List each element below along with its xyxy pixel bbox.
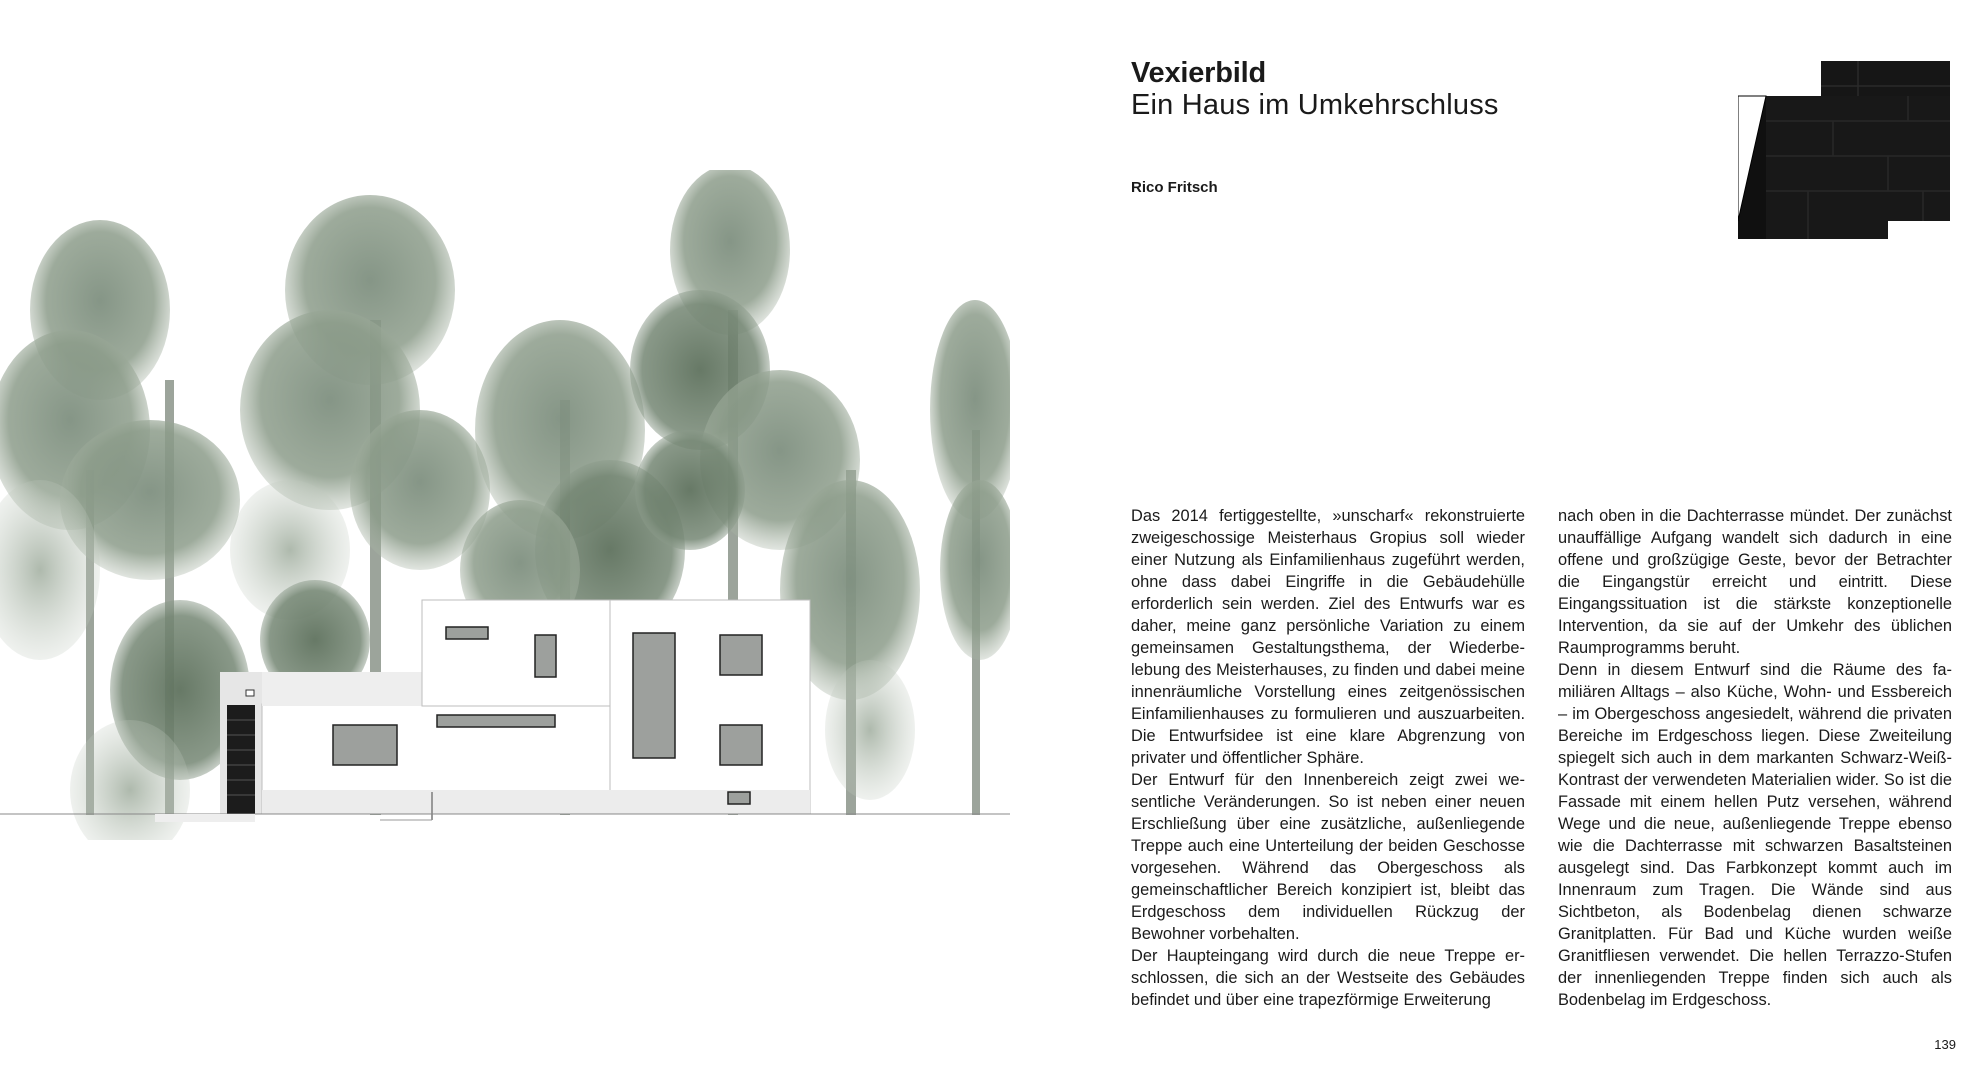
body-column-2 — [1558, 505, 1952, 1011]
paragraph: Der Haupteingang wird durch die neue Treppe erschlossen, die sich an der Westseite des Gebäudes befindet und über eine trapezförmige Erweiterung — [1131, 947, 1525, 1009]
paragraph: Das 2014 fertiggestellte, »unscharf« rekonstruierte zweigeschossige Meisterhaus Gropius soll wieder einer Nutzung als Einfamilienhaus zugeführt werden, ohne dass dabei Eingriffe in die Gebäudehülle erforderlich sein werden. Ziel des Entwurfs war es daher, meine ganz persönliche Variation zu einem gemeinsamen Gestaltungsthema, der Wiederbelebung des Meisterhauses, zu finden und dabei meine innenräumliche Vorstellung eines zeitgenössischen Einfamilienhauses zu formulieren und auszuarbeiten. Die Entwurfsidee ist eine klare Abgrenzung von privater und öffentlicher Sphäre. — [1131, 507, 1525, 767]
article-subtitle: Ein Haus im Umkehrschluss — [1131, 89, 1499, 121]
paragraph: nach oben in die Dachterrasse mündet. Der zunächst unauffällige Aufgang wandelt sich dadurch in eine offene und großzügige Geste, bevor der Betrachter die Eingangstür erreicht und eintritt. Diese Eingangssituation ist die stärkste konzeptionelle Intervention, da sie auf der Umkehr des üblichen Raumprogramms beruht. — [1558, 507, 1952, 657]
author-name: Rico Fritsch — [1131, 179, 1218, 196]
paragraph: Denn in diesem Entwurf sind die Räume des familiären Alltags – also Küche, Wohn- und Essbereich – im Obergeschoss angesiedelt, während die privaten Bereiche im Erdgeschoss liegen. Diese Zweiteilung spiegelt sich auch in dem markanten Schwarz-Weiß-Kontrast der verwendeten Materialien wider. So ist die Fassade mit einem hellen Putz versehen, während Wege und die neue, außenliegende Treppe ebenso wie die Dachterrasse mit schwarzen Basaltsteinen ausgelegt sind. Das Farbkonzept kommt auch im Innenraum zum Tragen. Die Wände sind aus Sichtbeton, als Bodenbelag dienen schwarze Granitplatten. Für Bad und Küche wurden weiße Granitfliesen verwendet. Die hellen Terrazzo-Stufen der innenliegenden Treppe finden sich auch als Bodenbelag im Erdgeschoss. — [1558, 661, 1952, 1009]
paragraph: Der Entwurf für den Innenbereich zeigt zwei wesentliche Veränderungen. So ist neben einer neuen Erschließung über eine zusätzliche, außenliegende Treppe auch eine Unterteilung der beiden Geschosse vorgesehen. Während das Obergeschoss als gemeinschaftlicher Bereich konzipiert ist, bleibt das Erdgeschoss dem individuellen Rückzug der Bewohner vorbehalten. — [1131, 771, 1525, 943]
page-number: 139 — [1934, 1037, 1956, 1052]
body-column-1 — [1131, 505, 1525, 1011]
elevation-drawing — [0, 170, 1010, 840]
basalt-texture-image — [1738, 61, 1950, 239]
article-title: Vexierbild — [1131, 57, 1267, 89]
